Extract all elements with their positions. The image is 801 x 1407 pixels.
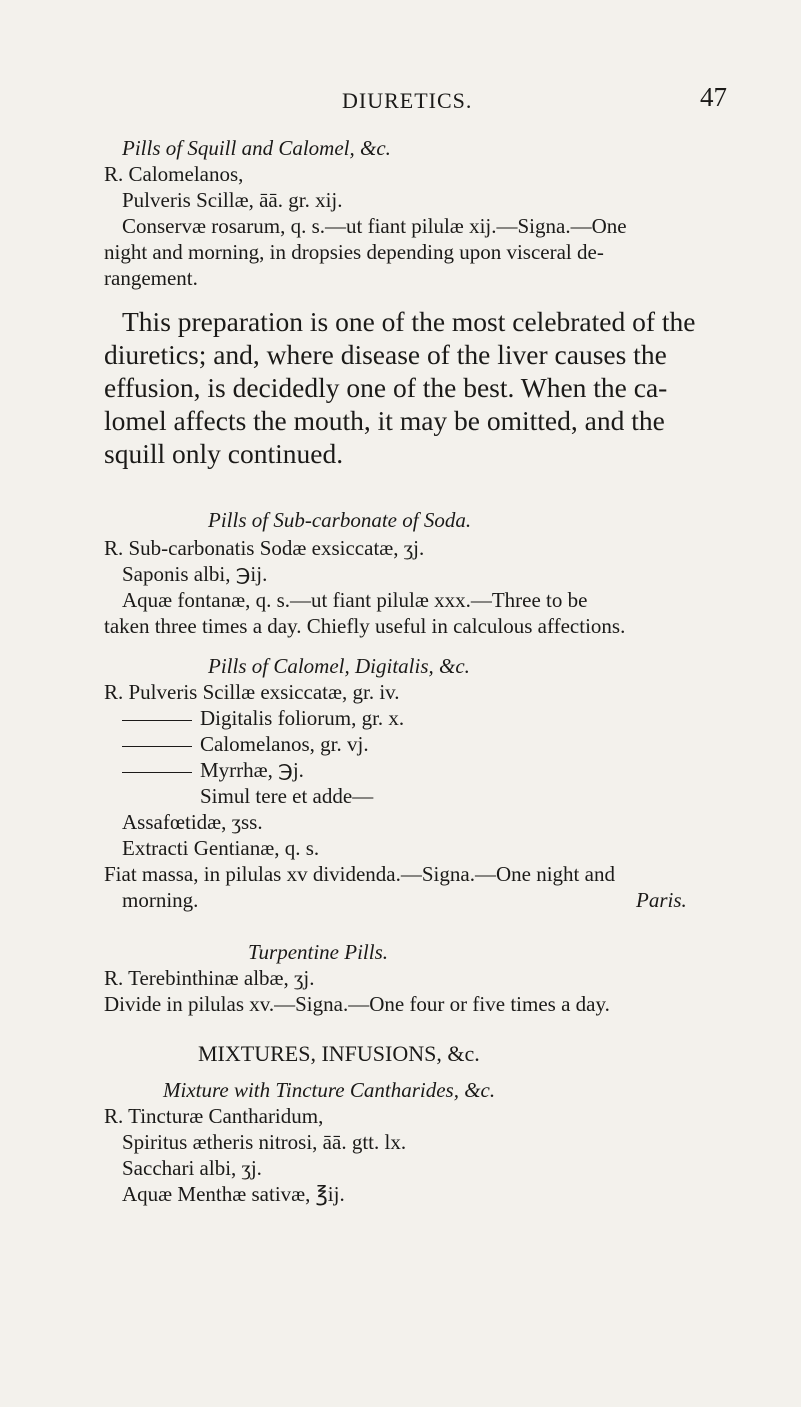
ditto-rule bbox=[122, 772, 192, 773]
recipe-line: Aquæ fontanæ, q. s.—ut fiant pilulæ xxx.—Three to be bbox=[122, 588, 588, 612]
recipe-line: R. Tincturæ Cantharidum, bbox=[104, 1104, 324, 1128]
section-title: Turpentine Pills. bbox=[248, 940, 389, 964]
recipe-line: R. Terebinthinæ albæ, ʒj. bbox=[104, 966, 315, 990]
section-title: Mixture with Tincture Cantharides, &c. bbox=[163, 1078, 496, 1102]
page-number: 47 bbox=[700, 82, 727, 112]
ditto-rule bbox=[122, 720, 192, 721]
recipe-line: Spiritus ætheris nitrosi, āā. gtt. lx. bbox=[122, 1130, 407, 1154]
page-header bbox=[0, 82, 801, 124]
recipe-line: Myrrhæ, ℈j. bbox=[122, 758, 304, 782]
section-title: Pills of Sub-carbonate of Soda. bbox=[208, 508, 472, 532]
paragraph-line: lomel affects the mouth, it may be omitted, and the bbox=[104, 405, 665, 436]
ditto-rule bbox=[122, 746, 192, 747]
section-title: Pills of Calomel, Digitalis, &c. bbox=[208, 654, 470, 678]
recipe-line: Extracti Gentianæ, q. s. bbox=[122, 836, 320, 860]
recipe-line: Saponis albi, ℈ij. bbox=[122, 562, 268, 586]
recipe-line: night and morning, in dropsies depending upon visceral de- bbox=[104, 240, 604, 264]
paragraph-line: squill only continued. bbox=[104, 438, 344, 469]
paragraph-line: This preparation is one of the most celebrated of the bbox=[122, 306, 696, 337]
recipe-line: Calomelanos, gr. vj. bbox=[122, 732, 369, 756]
recipe-line: Simul tere et adde— bbox=[200, 784, 374, 808]
paragraph-line: diuretics; and, where disease of the liver causes the bbox=[104, 339, 667, 370]
recipe-line: Conservæ rosarum, q. s.—ut fiant pilulæ xij.—Signa.—One bbox=[122, 214, 627, 238]
recipe-line: Fiat massa, in pilulas xv dividenda.—Signa.—One night and bbox=[104, 862, 615, 886]
recipe-line: Pulveris Scillæ, āā. gr. xij. bbox=[122, 188, 343, 212]
recipe-line: Digitalis foliorum, gr. x. bbox=[122, 706, 404, 730]
running-head: DIURETICS. bbox=[342, 88, 473, 113]
recipe-line: R. Sub-carbonatis Sodæ exsiccatæ, ʒj. bbox=[104, 536, 425, 560]
recipe-line: rangement. bbox=[104, 266, 198, 290]
recipe-line: Divide in pilulas xv.—Signa.—One four or five times a day. bbox=[104, 992, 610, 1016]
section-title: Pills of Squill and Calomel, &c. bbox=[122, 136, 391, 160]
paragraph-line: effusion, is decidedly one of the best. When the ca- bbox=[104, 372, 668, 403]
recipe-line: R. Pulveris Scillæ exsiccatæ, gr. iv. bbox=[104, 680, 400, 704]
recipe-line: taken three times a day. Chiefly useful in calculous affections. bbox=[104, 614, 626, 638]
recipe-line: Aquæ Menthæ sativæ, ℥ij. bbox=[122, 1182, 345, 1206]
recipe-line: Sacchari albi, ʒj. bbox=[122, 1156, 262, 1180]
recipe-line: R. Calomelanos, bbox=[104, 162, 244, 186]
source-attribution: Paris. bbox=[636, 888, 687, 912]
chapter-heading: MIXTURES, INFUSIONS, &c. bbox=[198, 1041, 480, 1066]
recipe-line: morning. bbox=[122, 888, 199, 912]
recipe-line: Assafœtidæ, ʒss. bbox=[122, 810, 263, 834]
